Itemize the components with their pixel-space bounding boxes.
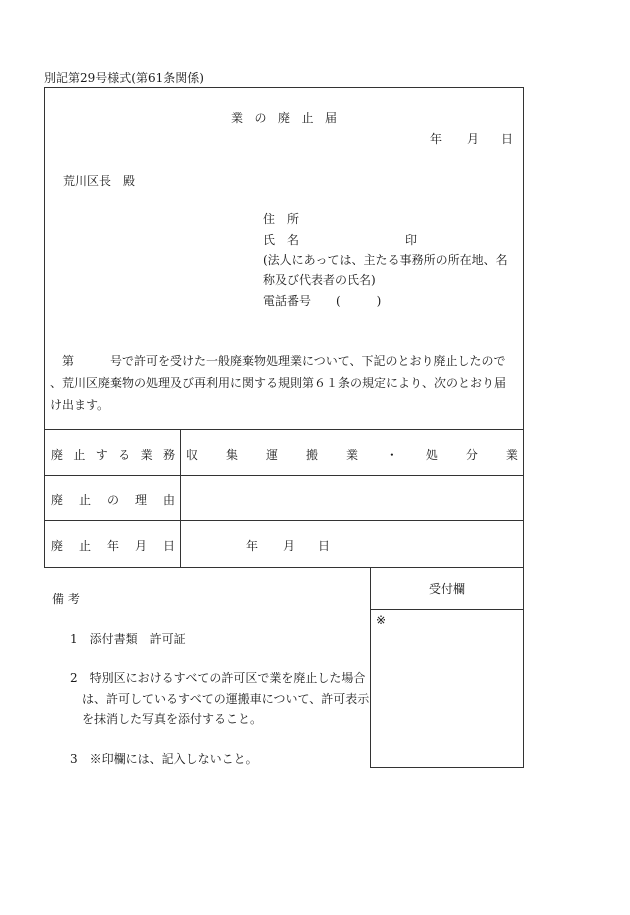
title-char: 廃 [277,111,290,125]
reception-box [370,567,524,768]
label-char: 廃 [51,493,64,507]
label-char: 月 [134,539,147,553]
discontinuation-month-label: 月 [283,539,296,553]
value-char: 搬 [305,448,318,462]
discontinuation-day-label: 日 [318,539,331,553]
value-char: 集 [225,448,238,462]
date-year-label: 年 [430,132,443,146]
value-char: 業 [345,448,358,462]
address-label: 住 所 [263,212,300,226]
value-char: 処 [425,448,438,462]
value-char: 分 [465,448,478,462]
remarks-item-3: 3 ※印欄には、記入しないこと。 [70,752,258,766]
remarks-item-2-line3: を抹消した写真を添付すること。 [82,712,263,726]
body-text-line3: け出ます。 [50,398,110,412]
discontinuation-date-label [51,537,175,554]
value-char: 収 [186,448,199,462]
seal-mark: 印 [405,233,418,247]
discontinuation-year-label: 年 [246,539,259,553]
table-column-divider [180,429,181,567]
table-row-divider [44,475,524,476]
value-char: 運 [265,448,278,462]
corporate-note-line2: 称及び代表者の氏名) [263,273,376,287]
label-char: 由 [162,493,175,507]
remarks-item-1: 1 添付書類 許可証 [70,632,186,646]
title-char: の [254,111,267,125]
remarks-item-2-line1: 2 特別区におけるすべての許可区で業を廃止した場合 [70,671,366,685]
remarks-item-2-line2: は、許可しているすべての運搬車について、許可表示 [82,692,370,706]
title-char: 止 [301,111,314,125]
value-char: ・ [385,448,398,462]
label-char: る [118,448,131,462]
label-char: 止 [78,539,91,553]
label-char: 理 [134,493,147,507]
body-text-line2: 、荒川区廃棄物の処理及び再利用に関する規則第６１条の規定により、次のとおり届 [50,376,507,390]
phone-label: 電話番号 [263,294,312,308]
body-text-line1: 第 号で許可を受けた一般廃棄物処理業について、下記のとおり廃止したので [62,354,506,368]
label-char: 務 [162,448,175,462]
table-row-divider [44,520,524,521]
name-label: 氏 名 [263,233,300,247]
date-month-label: 月 [467,132,480,146]
title-char: 業 [231,111,244,125]
corporate-note-line1: (法人にあっては、主たる事務所の所在地、名 [263,253,508,267]
label-char: 年 [106,539,119,553]
form-title [231,109,337,126]
label-char: 止 [73,448,86,462]
label-char: 廃 [51,448,64,462]
remarks-title: 備 考 [52,592,80,606]
discontinued-business-label [51,446,175,463]
label-char: す [95,448,108,462]
business-type-value [186,446,518,463]
reception-mark: ※ [376,613,387,627]
label-char: の [106,493,119,507]
form-number-label: 別記第29号様式(第61条関係) [44,71,204,85]
table-top-border [44,429,524,430]
label-char: 日 [162,539,175,553]
addressee: 荒川区長 殿 [63,174,136,188]
discontinuation-reason-label [51,491,175,508]
reception-title: 受付欄 [428,582,465,596]
value-char: 業 [505,448,518,462]
date-day-label: 日 [501,132,514,146]
label-char: 業 [140,448,153,462]
title-char: 届 [324,111,337,125]
label-char: 廃 [51,539,64,553]
reception-header-divider [370,609,524,610]
label-char: 止 [78,493,91,507]
phone-parentheses: ( ) [336,294,382,308]
